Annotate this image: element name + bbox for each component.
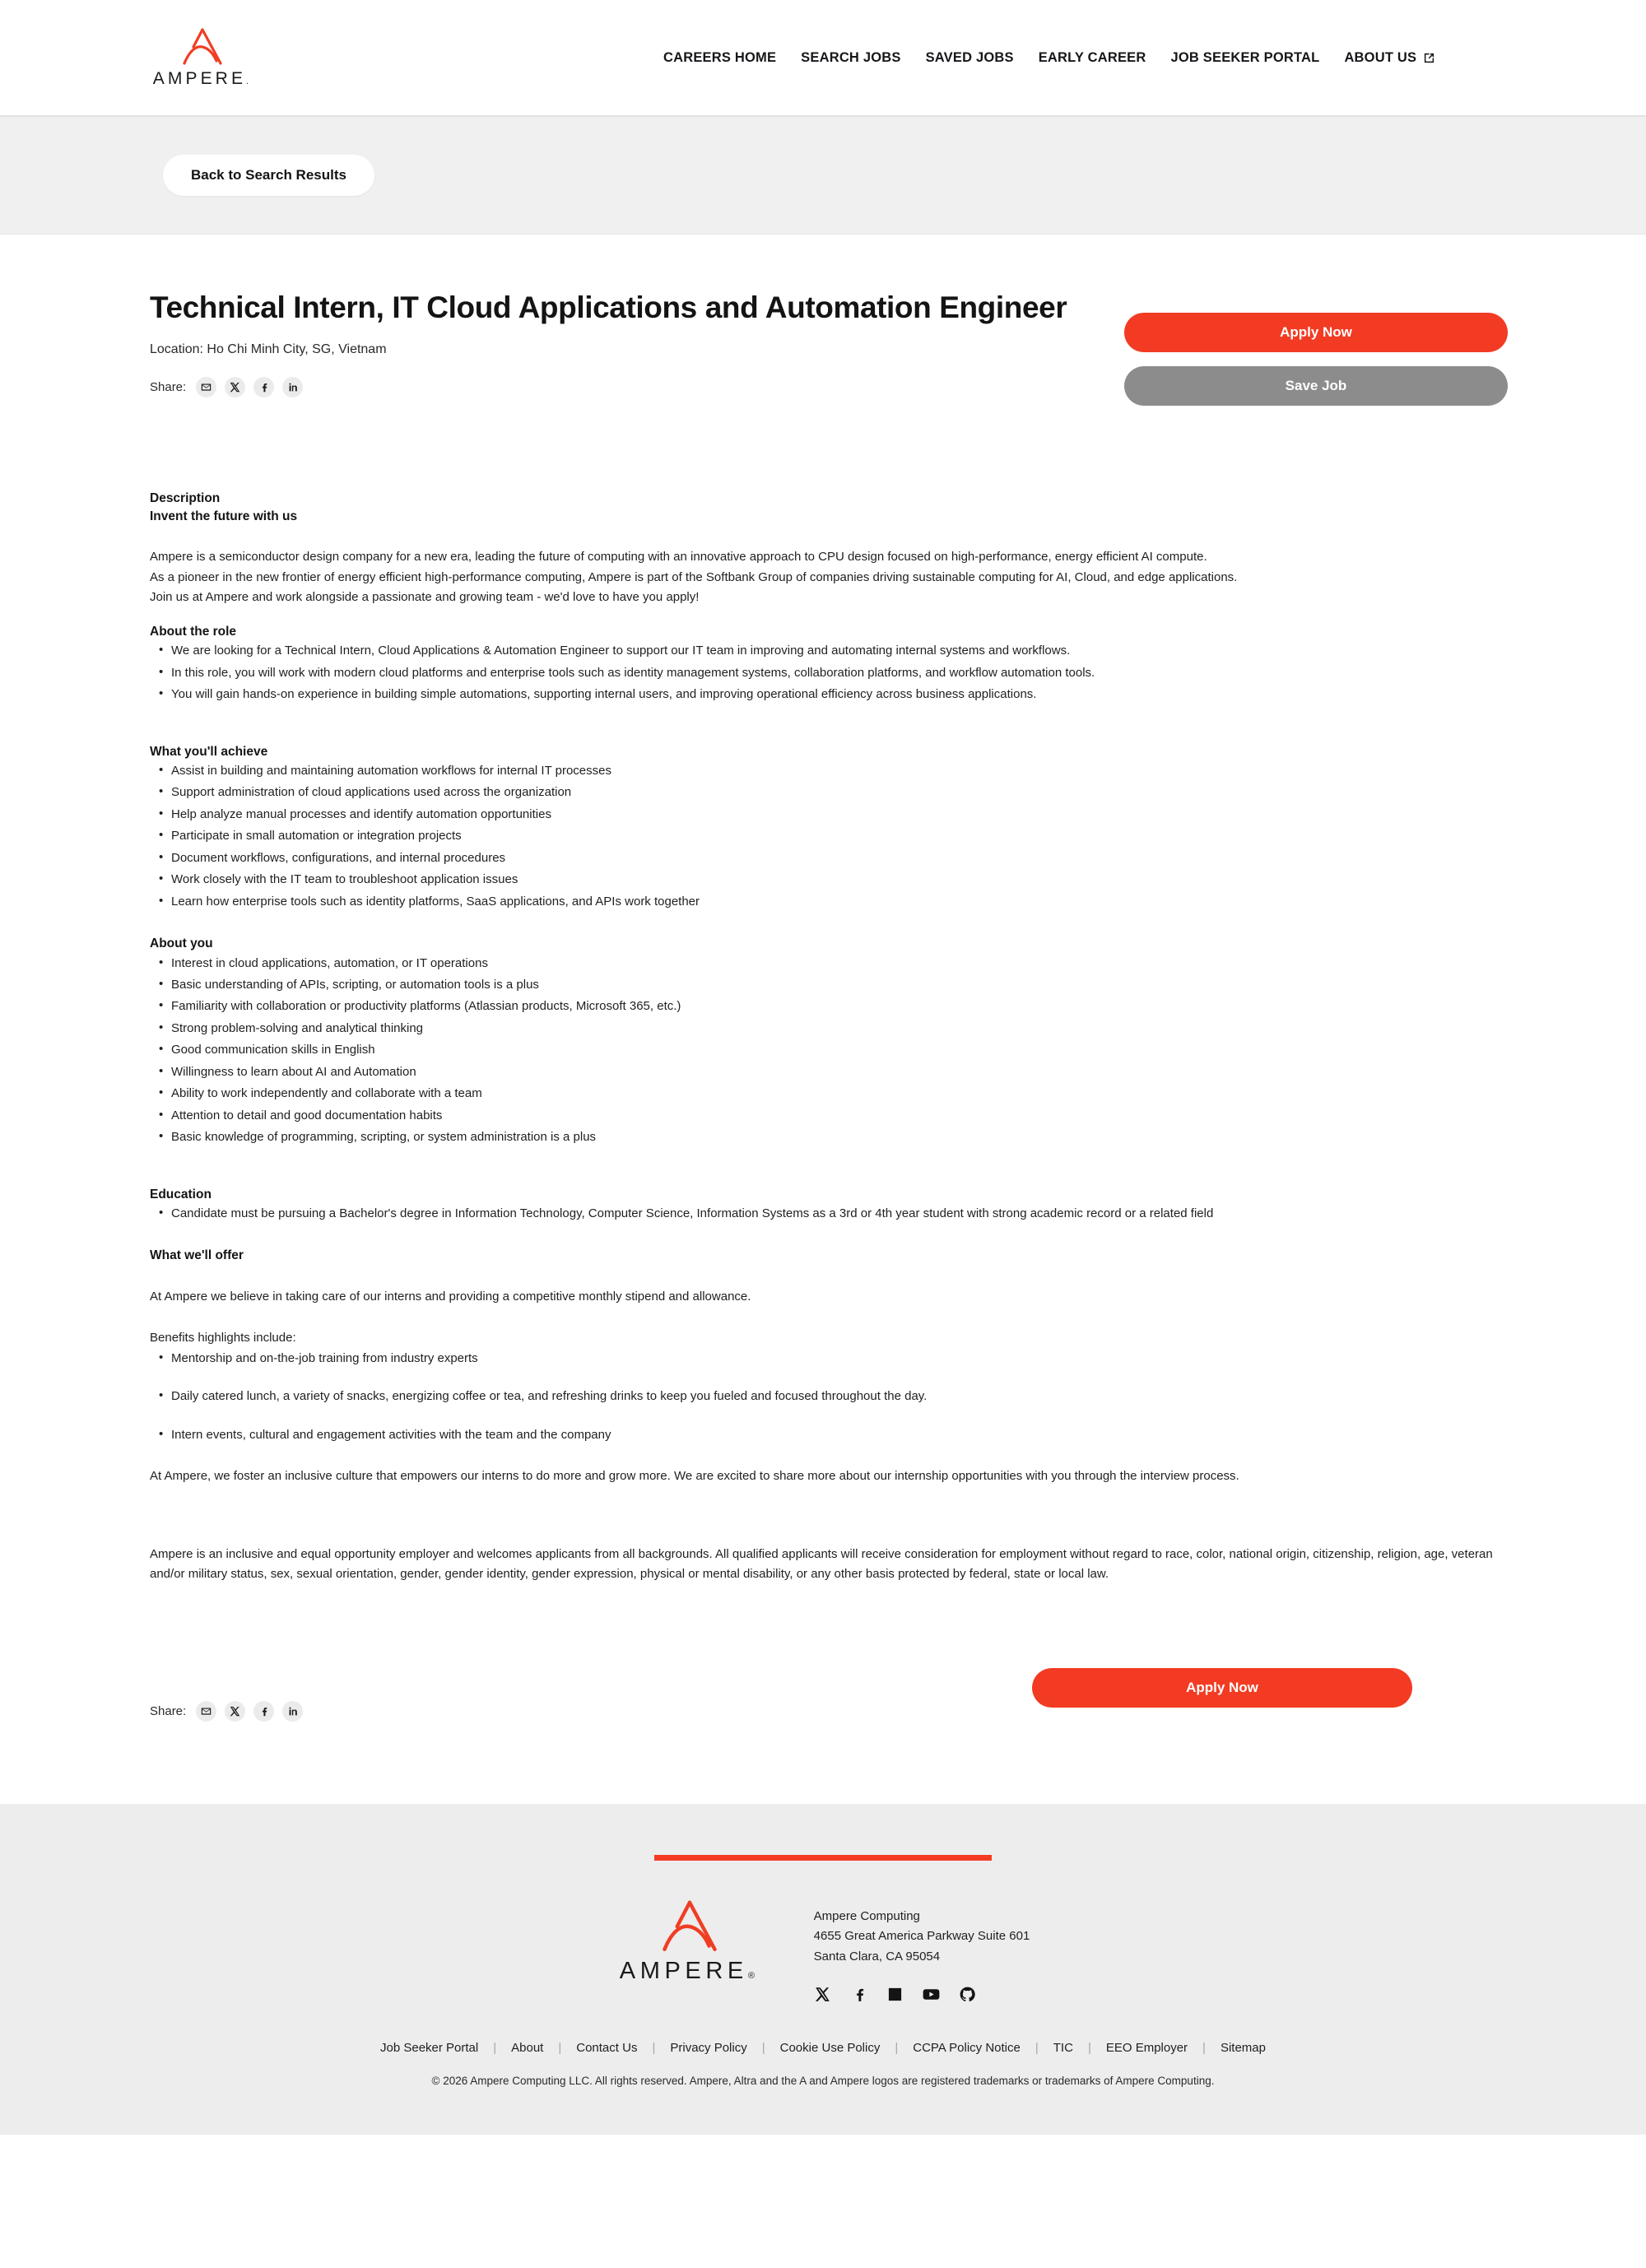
achieve-heading: What you'll achieve: [150, 744, 268, 759]
list-item: • Support administration of cloud applications used across the organization: [150, 783, 1467, 802]
divider: |: [895, 2041, 899, 2055]
about-you-heading: About you: [150, 936, 213, 951]
footer-links: [0, 2041, 1646, 2055]
benefits-label: Benefits highlights include:: [150, 1331, 296, 1345]
list-item: • Daily catered lunch, a variety of snacks, energizing coffee or tea, and refreshing drinks to keep you fueled and focused throughout the day.: [150, 1387, 1467, 1406]
primary-navigation: [663, 50, 1435, 66]
benefits-list: [150, 1349, 1508, 1445]
email-icon[interactable]: [196, 377, 216, 397]
footer-link-eeo-employer[interactable]: EEO Employer: [1105, 2041, 1188, 2055]
list-item: • Basic knowledge of programming, scripting, or system administration is a plus: [150, 1127, 1467, 1147]
list-item: • Mentorship and on-the-job training from industry experts: [150, 1349, 1467, 1369]
site-header: [0, 0, 1646, 117]
divider: |: [1202, 2041, 1206, 2055]
list-item: • Assist in building and maintaining automation workflows for internal IT processes: [150, 761, 1467, 781]
footer-link-job-seeker-portal[interactable]: Job Seeker Portal: [380, 2041, 479, 2055]
offer-closing-paragraph: At Ampere, we foster an inclusive culture that empowers our interns to do more and grow more. We are excited to share more about our internship opportunities with you through the interview process.: [150, 1469, 1239, 1484]
facebook-icon[interactable]: [850, 1985, 868, 2003]
youtube-icon[interactable]: [923, 1985, 941, 2003]
facebook-icon[interactable]: [253, 377, 274, 397]
list-item: • Familiarity with collaboration or productivity platforms (Atlassian products, Microsoft 365, etc.): [150, 997, 1467, 1016]
list-item: • Help analyze manual processes and identify automation opportunities: [150, 805, 1467, 825]
back-bar: [0, 117, 1646, 235]
nav-label: ABOUT US: [1344, 49, 1417, 65]
github-icon[interactable]: [959, 1985, 977, 2003]
list-item: • In this role, you will work with modern cloud platforms and enterprise tools such as identity management systems, collaboration platforms, and workflow automation tools.: [150, 663, 1467, 683]
nav-item-about-us[interactable]: [1344, 50, 1435, 66]
offer-heading: What we'll offer: [150, 1248, 244, 1263]
ampere-a-mark-icon: [177, 28, 228, 66]
divider: |: [652, 2041, 656, 2055]
education-heading: Education: [150, 1187, 212, 1201]
list-item: • Willingness to learn about AI and Automation: [150, 1062, 1467, 1082]
back-to-search-results-button[interactable]: Back to Search Results: [163, 155, 374, 196]
footer-link-sitemap[interactable]: Sitemap: [1220, 2041, 1266, 2055]
footer-accent-rule: [654, 1855, 992, 1861]
list-item: • Learn how enterprise tools such as identity platforms, SaaS applications, and APIs work together: [150, 892, 1467, 912]
company-address-line-2: Santa Clara, CA 95054: [813, 1949, 941, 1964]
company-address-line-1: 4655 Great America Parkway Suite 601: [813, 1929, 1030, 1944]
nav-item-careers-home[interactable]: [663, 50, 776, 66]
footer-company-info: [814, 1895, 1030, 2003]
list-item: • Participate in small automation or integration projects: [150, 826, 1467, 846]
list-item: • Good communication skills in English: [150, 1040, 1467, 1060]
external-link-icon: [1423, 52, 1435, 64]
bottom-cta-section: [150, 1617, 1508, 1804]
linkedin-icon[interactable]: [282, 377, 303, 397]
nav-label: EARLY CAREER: [1038, 49, 1146, 65]
education-list: [150, 1204, 1508, 1224]
page-title: Technical Intern, IT Cloud Applications and Automation Engineer: [150, 290, 1067, 324]
list-item: • Candidate must be pursuing a Bachelor's degree in Information Technology, Computer Science, Information Systems as a 3rd or 4th year student with strong academic record or a related field: [150, 1204, 1467, 1224]
nav-item-saved-jobs[interactable]: [926, 50, 1014, 66]
offer-paragraph: At Ampere we believe in taking care of our interns and providing a competitive monthly stipend and allowance.: [150, 1289, 751, 1304]
share-label: Share:: [150, 1704, 187, 1719]
achieve-list: [150, 761, 1508, 912]
description-heading: Description: [150, 490, 221, 505]
divider: |: [558, 2041, 562, 2055]
list-item: • Interest in cloud applications, automation, or IT operations: [150, 954, 1467, 974]
x-icon[interactable]: [814, 1985, 832, 2003]
divider: |: [1035, 2041, 1039, 2055]
footer-link-cookie-use-policy[interactable]: Cookie Use Policy: [779, 2041, 881, 2055]
description-subheading: Invent the future with us: [150, 509, 298, 524]
footer-link-tic[interactable]: TIC: [1053, 2041, 1073, 2055]
nav-label: SEARCH JOBS: [801, 49, 901, 65]
footer-social-links: [814, 1985, 1030, 2003]
list-item: • We are looking for a Technical Intern, Cloud Applications & Automation Engineer to support our IT team in improving and automating internal systems and workflows.: [150, 641, 1467, 661]
job-detail-main: [0, 235, 1646, 1804]
brand-logo-header[interactable]: [150, 28, 255, 87]
brand-wordmark: AMPERE®: [619, 1958, 760, 1985]
list-item: • Document workflows, configurations, and internal procedures: [150, 848, 1467, 868]
facebook-icon[interactable]: [253, 1701, 274, 1722]
footer-link-ccpa-policy-notice[interactable]: CCPA Policy Notice: [913, 2041, 1021, 2055]
job-location: Location: Ho Chi Minh City, SG, Vietnam: [150, 342, 387, 356]
about-role-list: [150, 641, 1508, 704]
cta-stack-top: [1124, 313, 1508, 406]
about-you-list: [150, 954, 1508, 1148]
list-item: • Attention to detail and good documentation habits: [150, 1106, 1467, 1126]
apply-now-button-top[interactable]: Apply Now: [1124, 313, 1508, 352]
about-role-heading: About the role: [150, 624, 237, 639]
copyright-text: © 2026 Ampere Computing LLC. All rights reserved. Ampere, Altra and the A and Ampere logos are registered trademarks or trademarks of Ampere Computing.: [431, 2075, 1215, 2087]
list-item: • Intern events, cultural and engagement activities with the team and the company: [150, 1425, 1467, 1445]
list-item: • Work closely with the IT team to troubleshoot application issues: [150, 870, 1467, 890]
brand-logo-footer[interactable]: [616, 1895, 763, 1983]
share-label: Share:: [150, 379, 187, 394]
list-item: • Strong problem-solving and analytical thinking: [150, 1019, 1467, 1039]
save-job-button[interactable]: Save Job: [1124, 366, 1508, 406]
nav-item-early-career[interactable]: [1039, 50, 1146, 66]
footer-link-privacy-policy[interactable]: Privacy Policy: [670, 2041, 747, 2055]
divider: |: [761, 2041, 765, 2055]
brand-wordmark: AMPERE.: [152, 69, 253, 88]
nav-item-search-jobs[interactable]: [801, 50, 900, 66]
list-item: • Ability to work independently and collaborate with a team: [150, 1084, 1467, 1104]
nav-label: CAREERS HOME: [663, 49, 777, 65]
nav-label: JOB SEEKER PORTAL: [1170, 49, 1320, 65]
eeo-statement: Ampere is an inclusive and equal opportunity employer and welcomes applicants from all backgrounds. All qualified applicants will receive consideration for employment without regard to race, color, national origin, citizenship, religion, age, veteran and/or military status, sex, sexual orientation, gender, gender identity, gender expression, physical or mental disability, or any other basis protected by federal, state or local law.: [150, 1546, 1493, 1581]
ampere-a-mark-icon: [654, 1900, 725, 1953]
footer-link-contact-us[interactable]: Contact Us: [576, 2041, 638, 2055]
list-item: • You will gain hands-on experience in building simple automations, supporting internal users, and improving operational efficiency across business applications.: [150, 685, 1467, 704]
nav-label: SAVED JOBS: [925, 49, 1014, 65]
x-icon[interactable]: [225, 1701, 245, 1722]
linkedin-icon[interactable]: [886, 1985, 904, 2003]
footer-link-about[interactable]: About: [511, 2041, 544, 2055]
apply-now-button-bottom[interactable]: Apply Now: [1032, 1668, 1412, 1708]
job-header: [150, 235, 1508, 397]
linkedin-icon[interactable]: [282, 1701, 303, 1722]
nav-item-job-seeker-portal[interactable]: [1170, 50, 1319, 66]
site-footer: [0, 1804, 1646, 2135]
divider: |: [493, 2041, 497, 2055]
intro-paragraph-1: Ampere is a semiconductor design company for a new era, leading the future of computing with an innovative approach to CPU design focused on high-performance, energy efficient AI compute.: [150, 550, 1207, 565]
x-icon[interactable]: [225, 377, 245, 397]
footer-main: [0, 1895, 1646, 2003]
list-item: • Basic understanding of APIs, scripting, or automation tools is a plus: [150, 975, 1467, 995]
intro-paragraph-2: As a pioneer in the new frontier of energy efficient high-performance computing, Ampere is part of the Softbank Group of companies driving sustainable computing for AI, Cloud, and edge applications.: [150, 569, 1238, 584]
intro-paragraph-3: Join us at Ampere and work alongside a passionate and growing team - we'd love to have you apply!: [150, 590, 700, 605]
job-description-body: [150, 397, 1508, 1618]
company-name: Ampere Computing: [813, 1909, 920, 1924]
divider: |: [1087, 2041, 1091, 2055]
email-icon[interactable]: [196, 1701, 216, 1722]
